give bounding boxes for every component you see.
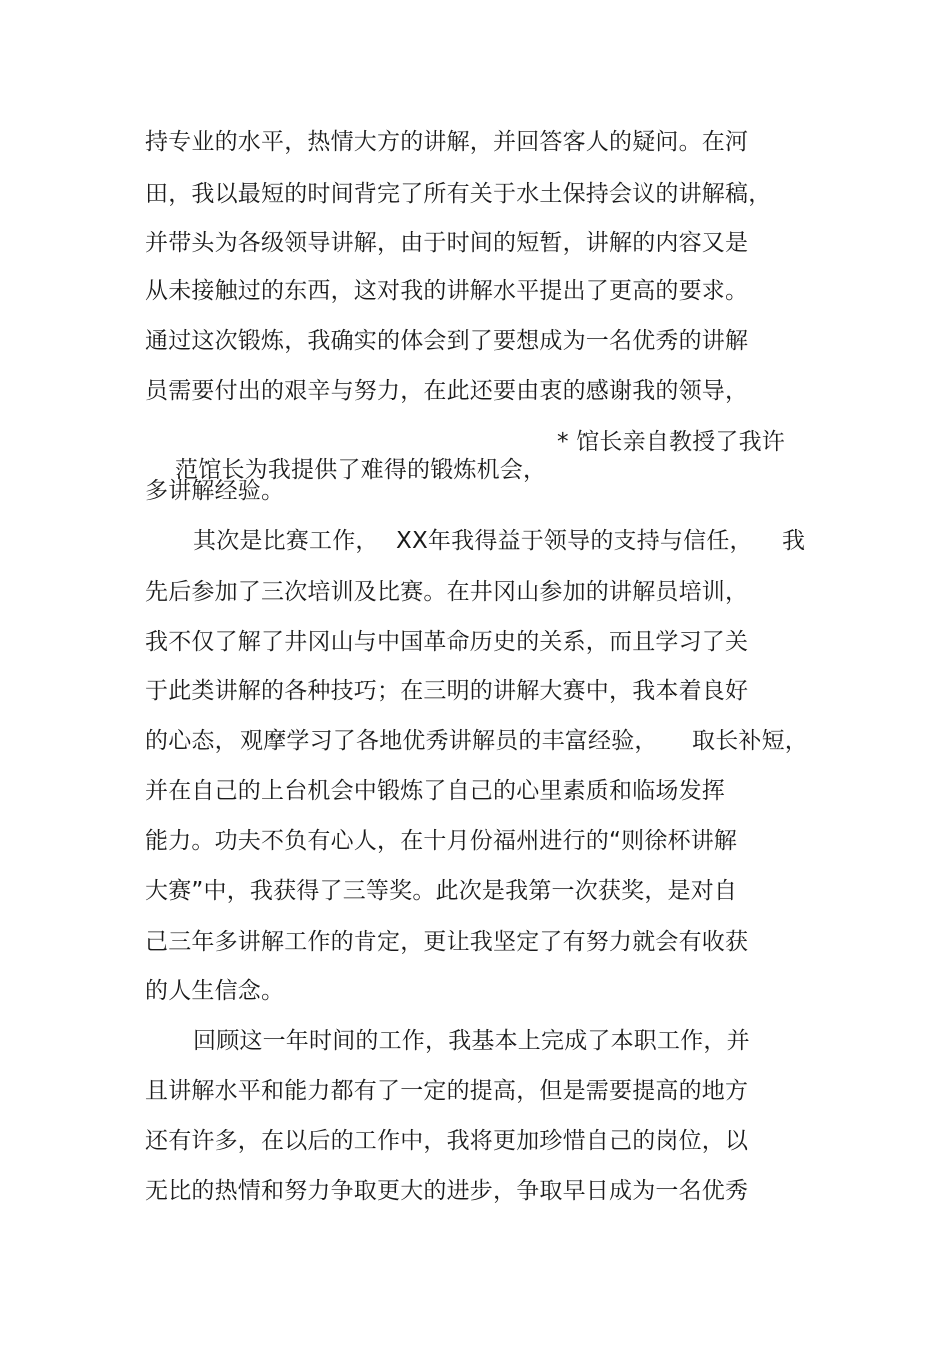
text-line: 大赛”中，我获得了三等奖。此次是我第一次获奖，是对自 — [145, 878, 738, 904]
text-line: 于此类讲解的各种技巧；在三明的讲解大赛中，我本着良好 — [145, 678, 749, 704]
text-line: 持专业的水平，热情大方的讲解，并回答客人的疑问。在河 — [145, 129, 749, 155]
text-line: 我不仅了解了井冈山与中国革命历史的关系，而且学习了关 — [145, 629, 749, 655]
text-line: 无比的热情和努力争取更大的进步，争取早日成为一名优秀 — [145, 1178, 749, 1204]
text-line: 回顾这一年时间的工作，我基本上完成了本职工作，并 — [193, 1028, 750, 1054]
text-line: 从未接触过的东西，这对我的讲解水平提出了更高的要求。 — [145, 278, 749, 304]
text-line: 己三年多讲解工作的肯定，更让我坚定了有努力就会有收获 — [145, 929, 749, 955]
text-line: 且讲解水平和能力都有了一定的提高，但是需要提高的地方 — [145, 1078, 749, 1104]
text-segment: 其次是比赛工作， — [193, 528, 379, 554]
text-line: 先后参加了三次培训及比赛。在井冈山参加的讲解员培训， — [145, 579, 749, 605]
text-segment: 观摩学习了各地优秀讲解员的丰富经验， — [240, 728, 658, 754]
text-segment: 的心态， — [145, 728, 238, 754]
text-segment: 范馆长为我提供了难得的锻炼机会， — [175, 457, 547, 483]
text-segment: XX年我得益于领导的支持与信任， — [396, 528, 753, 554]
text-segment: * 馆长亲自教授了我许 — [557, 429, 786, 455]
text-segment: 取长补短， — [692, 728, 808, 754]
text-line: 并在自己的上台机会中锻炼了自己的心里素质和临场发挥 — [145, 778, 725, 804]
text-line: 多讲解经验。 — [145, 478, 285, 504]
text-line: 还有许多，在以后的工作中，我将更加珍惜自己的岗位，以 — [145, 1128, 749, 1154]
text-line: 能力。功夫不负有心人，在十月份福州进行的“则徐杯讲解 — [145, 828, 738, 854]
text-segment: 我 — [782, 528, 806, 554]
text-line: 通过这次锻炼，我确实的体会到了要想成为一名优秀的讲解 — [145, 328, 749, 354]
text-line: 的人生信念。 — [145, 978, 285, 1004]
text-line: 田，我以最短的时间背完了所有关于水土保持会议的讲解稿， — [145, 181, 772, 207]
text-line: 并带头为各级领导讲解，由于时间的短暂，讲解的内容又是 — [145, 230, 749, 256]
text-line: 员需要付出的艰辛与努力，在此还要由衷的感谢我的领导， — [145, 378, 749, 404]
